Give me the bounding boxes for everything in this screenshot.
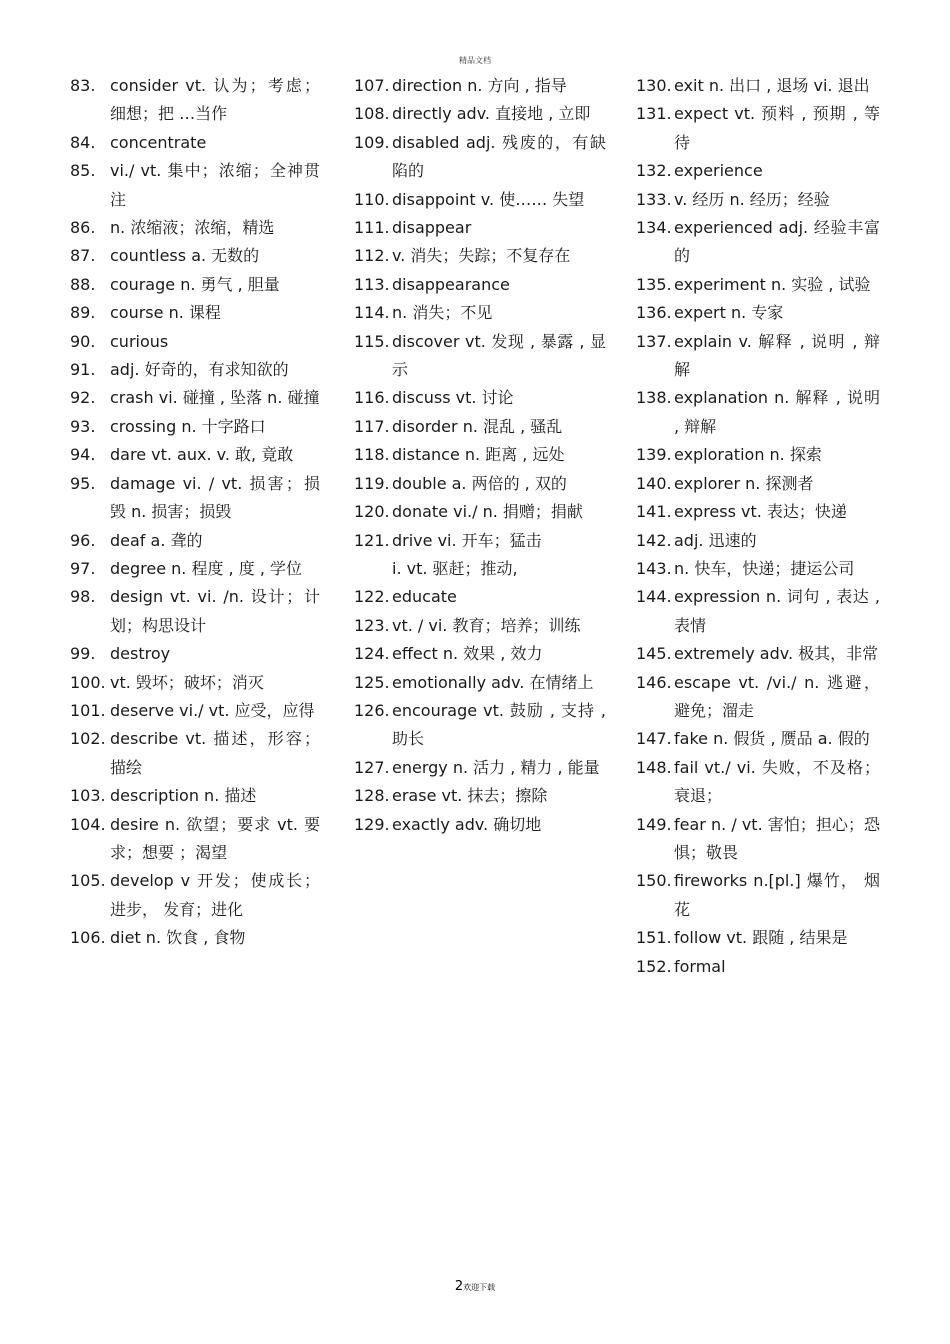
vocab-entry: [70, 555, 320, 583]
vocab-entry: [354, 271, 606, 299]
entry-text: countless a. 无数的: [110, 246, 260, 266]
entry-number: 115.: [354, 331, 390, 351]
entry-text: adj. 好奇的，有求知欲的: [110, 360, 289, 380]
entry-number: 89.: [70, 303, 96, 323]
entry-number: 103.: [70, 786, 106, 806]
entry-number: 96.: [70, 530, 96, 550]
entry-number: 137.: [636, 331, 672, 351]
vocab-entry: [354, 100, 606, 128]
entry-text: fear n. / vt. 害怕；担心；恐惧；敬畏: [674, 814, 880, 862]
entry-number: 85.: [70, 161, 96, 181]
vocab-entry: [636, 214, 880, 271]
entry-number: 123.: [354, 615, 390, 635]
entry-text: crossing n. 十字路口: [110, 416, 266, 436]
vocab-entry: [70, 867, 320, 924]
entry-number: 152.: [636, 956, 672, 976]
vocab-column-2: [354, 72, 606, 839]
vocab-entry: [636, 725, 880, 753]
vocab-entry: [70, 72, 320, 129]
vocab-entry: [636, 527, 880, 555]
vocab-entry: [636, 867, 880, 924]
vocab-entry: [636, 299, 880, 327]
vocab-entry: [354, 811, 606, 839]
vocab-entry: [354, 640, 606, 668]
entry-text: adj. 迅速的: [674, 530, 757, 550]
entry-text: exactly adv. 确切地: [392, 814, 542, 834]
vocab-entry: [70, 271, 320, 299]
entry-text: fake n. 假货 , 赝品 a. 假的: [674, 729, 870, 749]
entry-text: disappearance: [392, 274, 510, 294]
entry-number: 122.: [354, 587, 390, 607]
entry-number: 131.: [636, 104, 672, 124]
vocab-entry: [636, 157, 880, 185]
entry-text: erase vt. 抹去；擦除: [392, 786, 548, 806]
entry-text: disappoint v. 使…… 失望: [392, 189, 585, 209]
entry-text: concentrate: [110, 132, 207, 152]
entry-text: vt. 毁坏；破坏；消灭: [110, 672, 264, 692]
entry-text: exploration n. 探索: [674, 445, 822, 465]
vocab-entry: [636, 384, 880, 441]
entry-number: 114.: [354, 303, 390, 323]
vocab-entry: [354, 555, 606, 583]
entry-number: 151.: [636, 928, 672, 948]
vocab-entry: [354, 470, 606, 498]
entry-number: 106.: [70, 928, 106, 948]
entry-number: 141.: [636, 502, 672, 522]
vocab-entry: [636, 953, 880, 981]
vocab-entry: [636, 441, 880, 469]
entry-text: expect vt. 预料 , 预期 , 等待: [674, 104, 880, 152]
entry-number: 107.: [354, 76, 390, 95]
entry-number: 94.: [70, 445, 96, 465]
entry-text: express vt. 表达；快递: [674, 502, 847, 522]
entry-text: explain v. 解释 , 说明 , 辩解: [674, 331, 880, 380]
entry-number: 111.: [354, 218, 390, 238]
entry-text: dare vt. aux. v. 敢, 竟敢: [110, 445, 294, 465]
entry-number: 104.: [70, 814, 106, 834]
entry-text: distance n. 距离 , 远处: [392, 445, 565, 465]
entry-text: curious: [110, 331, 169, 351]
entry-number: 95.: [70, 473, 96, 493]
entry-number: 88.: [70, 274, 96, 294]
entry-text: course n. 课程: [110, 303, 221, 323]
vocab-entry: [354, 697, 606, 754]
entry-text: consider vt. 认为；考虑；细想；把 …当作: [110, 76, 320, 124]
entry-text: disappear: [392, 218, 472, 238]
entry-number: 139.: [636, 445, 672, 465]
vocab-entry: [636, 271, 880, 299]
entry-text: crash vi. 碰撞 , 坠落 n. 碰撞: [110, 388, 320, 408]
vocab-entry: [354, 527, 606, 555]
vocab-entry: [636, 811, 880, 868]
vocab-entry: [70, 811, 320, 868]
entry-text: i. vt. 驱赶；推动,: [392, 558, 518, 578]
vocab-entry: [70, 782, 320, 810]
entry-text: follow vt. 跟随 , 结果是: [674, 928, 848, 948]
entry-number: 119.: [354, 473, 390, 493]
vocab-entry: [636, 555, 880, 583]
entry-number: 90.: [70, 331, 96, 351]
entry-text: donate vi./ n. 捐赠；捐献: [392, 502, 583, 522]
entry-number: 147.: [636, 729, 672, 749]
page-number: 2: [454, 1279, 464, 1294]
entry-text: v. 消失；失踪；不复存在: [392, 246, 571, 266]
vocab-entry: [354, 129, 606, 186]
entry-text: exit n. 出口 , 退场 vi. 退出: [674, 76, 870, 95]
entry-number: 128.: [354, 786, 390, 806]
entry-number: 133.: [636, 189, 672, 209]
vocab-entry: [70, 441, 320, 469]
vocab-entry: [354, 782, 606, 810]
vocab-entry: [70, 157, 320, 214]
entry-number: 129.: [354, 814, 390, 834]
entry-number: 138.: [636, 388, 672, 408]
vocab-entry: [636, 924, 880, 952]
vocab-entry: [354, 413, 606, 441]
vocab-entry: [354, 186, 606, 214]
entry-text: educate: [392, 587, 457, 607]
vocab-column-1: [70, 72, 320, 953]
entry-text: n. 快车，快递；捷运公司: [674, 558, 855, 578]
entry-number: 98.: [70, 587, 96, 607]
entry-number: 86.: [70, 218, 96, 238]
vocab-entry: [354, 214, 606, 242]
vocab-entry: [70, 328, 320, 356]
vocab-entry: [354, 612, 606, 640]
entry-number: 126.: [354, 700, 390, 720]
entry-text: disorder n. 混乱 , 骚乱: [392, 416, 563, 436]
vocab-entry: [354, 754, 606, 782]
entry-number: 132.: [636, 161, 672, 181]
entry-number: 102.: [70, 729, 106, 749]
entry-number: 99.: [70, 644, 96, 664]
vocab-entry: [636, 328, 880, 385]
vocab-entry: [70, 384, 320, 412]
entry-number: 136.: [636, 303, 672, 323]
entry-text: diet n. 饮食 , 食物: [110, 928, 246, 948]
entry-number: 145.: [636, 644, 672, 664]
vocab-entry: [354, 72, 606, 100]
entry-number: 134.: [636, 218, 672, 238]
entry-text: fireworks n.[pl.] 爆竹， 烟花: [674, 871, 880, 919]
entry-number: 92.: [70, 388, 96, 408]
entry-text: experiment n. 实验 , 试验: [674, 274, 871, 294]
footer-note: 欢迎下载: [463, 1283, 496, 1292]
entry-number: 118.: [354, 445, 390, 465]
vocab-entry: [636, 100, 880, 157]
entry-number: 83.: [70, 76, 96, 95]
entry-number: 113.: [354, 274, 390, 294]
vocab-entry: [354, 328, 606, 385]
entry-number: 124.: [354, 644, 390, 664]
entry-number: 97.: [70, 558, 96, 578]
entry-text: design vt. vi. /n. 设计；计划；构思设计: [110, 587, 320, 635]
vocab-entry: [354, 441, 606, 469]
vocab-entry: [354, 384, 606, 412]
entry-number: 146.: [636, 672, 672, 692]
entry-text: experienced adj. 经验丰富的: [674, 218, 880, 266]
entry-number: 87.: [70, 246, 96, 266]
vocab-entry: [70, 527, 320, 555]
entry-number: 105.: [70, 871, 106, 891]
entry-text: formal: [674, 956, 726, 976]
vocab-entry: [636, 754, 880, 811]
entry-number: [354, 555, 392, 583]
entry-number: 127.: [354, 757, 390, 777]
entry-text: vi./ vt. 集中；浓缩；全神贯注: [110, 161, 320, 209]
vocab-entry: [636, 470, 880, 498]
entry-number: 117.: [354, 416, 390, 436]
entry-number: 116.: [354, 388, 390, 408]
vocab-entry: [354, 299, 606, 327]
vocab-entry: [636, 640, 880, 668]
entry-text: energy n. 活力 , 精力 , 能量: [392, 757, 600, 777]
entry-text: develop v 开发；使成长； 进步， 发育；进化: [110, 871, 320, 919]
vocab-entry: [70, 583, 320, 640]
entry-text: courage n. 勇气 , 胆量: [110, 274, 280, 294]
entry-text: n. 消失；不见: [392, 303, 493, 323]
vocab-column-3: [636, 72, 880, 981]
entry-text: deaf a. 聋的: [110, 530, 203, 550]
entry-text: expert n. 专家: [674, 303, 784, 323]
vocab-entry: [70, 413, 320, 441]
vocab-entry: [636, 186, 880, 214]
vocab-entry: [636, 72, 880, 100]
entry-text: explanation n. 解释 , 说明 , 辩解: [674, 388, 880, 436]
vocab-entry: [70, 356, 320, 384]
entry-text: double a. 两倍的 , 双的: [392, 473, 567, 493]
entry-text: effect n. 效果 , 效力: [392, 644, 543, 664]
page-footer: [0, 1279, 950, 1294]
entry-text: vt. / vi. 教育；培养；训练: [392, 615, 581, 635]
entry-number: 150.: [636, 871, 672, 891]
entry-text: description n. 描述: [110, 786, 257, 806]
entry-text: discuss vt. 讨论: [392, 388, 514, 408]
entry-number: 130.: [636, 76, 672, 95]
entry-number: 93.: [70, 416, 96, 436]
entry-text: encourage vt. 鼓励 , 支持 , 助长: [392, 700, 606, 749]
entry-text: explorer n. 探测者: [674, 473, 814, 493]
entry-text: experience: [674, 161, 763, 181]
entry-number: 148.: [636, 757, 672, 777]
entry-number: 142.: [636, 530, 672, 550]
vocab-entry: [636, 498, 880, 526]
vocab-entry: [636, 583, 880, 640]
entry-text: direction n. 方向 , 指导: [392, 76, 567, 95]
entry-text: degree n. 程度 , 度 , 学位: [110, 558, 302, 578]
entry-text: expression n. 词句 , 表达 , 表情: [674, 587, 880, 635]
entry-number: 101.: [70, 700, 106, 720]
vocab-entry: [70, 129, 320, 157]
entry-text: escape vt. /vi./ n. 逃避，避免；溜走: [674, 672, 880, 720]
entry-number: 144.: [636, 587, 672, 607]
vocab-entry: [70, 470, 320, 527]
entry-number: 143.: [636, 558, 672, 578]
entry-text: n. 浓缩液；浓缩，精选: [110, 218, 275, 238]
entry-text: directly adv. 直接地 , 立即: [392, 104, 591, 124]
entry-text: fail vt./ vi. 失败，不及格；衰退；: [674, 757, 880, 806]
entry-text: disabled adj. 残废的，有缺陷的: [392, 132, 606, 181]
vocab-entry: [70, 697, 320, 725]
entry-number: 109.: [354, 132, 390, 152]
vocab-entry: [354, 498, 606, 526]
entry-number: 121.: [354, 530, 390, 550]
entry-number: 112.: [354, 246, 390, 266]
entry-text: destroy: [110, 644, 171, 664]
vocab-entry: [70, 924, 320, 952]
vocab-entry: [70, 299, 320, 327]
entry-number: 120.: [354, 502, 390, 522]
vocab-entry: [354, 242, 606, 270]
entry-number: 110.: [354, 189, 390, 209]
entry-text: emotionally adv. 在情绪上: [392, 672, 594, 692]
entry-number: 125.: [354, 672, 390, 692]
vocab-entry: [70, 725, 320, 782]
vocab-entry: [70, 640, 320, 668]
vocab-entry: [70, 242, 320, 270]
entry-text: damage vi. / vt. 损害；损毁 n. 损害；损毁: [110, 473, 320, 522]
entry-number: 91.: [70, 360, 96, 380]
vocab-entry: [636, 669, 880, 726]
entry-number: 135.: [636, 274, 672, 294]
entry-text: deserve vi./ vt. 应受，应得: [110, 700, 315, 720]
entry-text: extremely adv. 极其，非常: [674, 644, 879, 664]
entry-text: v. 经历 n. 经历；经验: [674, 189, 830, 209]
page-header: 精品文档: [459, 56, 491, 65]
entry-number: 140.: [636, 473, 672, 493]
vocab-entry: [354, 583, 606, 611]
entry-number: 84.: [70, 132, 96, 152]
vocab-entry: [70, 669, 320, 697]
entry-text: drive vi. 开车；猛击: [392, 530, 542, 550]
entry-text: discover vt. 发现 , 暴露 , 显示: [392, 331, 606, 380]
vocab-entry: [354, 669, 606, 697]
entry-number: 100.: [70, 672, 106, 692]
entry-text: desire n. 欲望；要求 vt. 要求；想要 ；渴望: [110, 814, 320, 862]
entry-text: describe vt. 描述，形容；描绘: [110, 729, 320, 777]
entry-number: 108.: [354, 104, 390, 124]
vocab-entry: [70, 214, 320, 242]
entry-number: 149.: [636, 814, 672, 834]
